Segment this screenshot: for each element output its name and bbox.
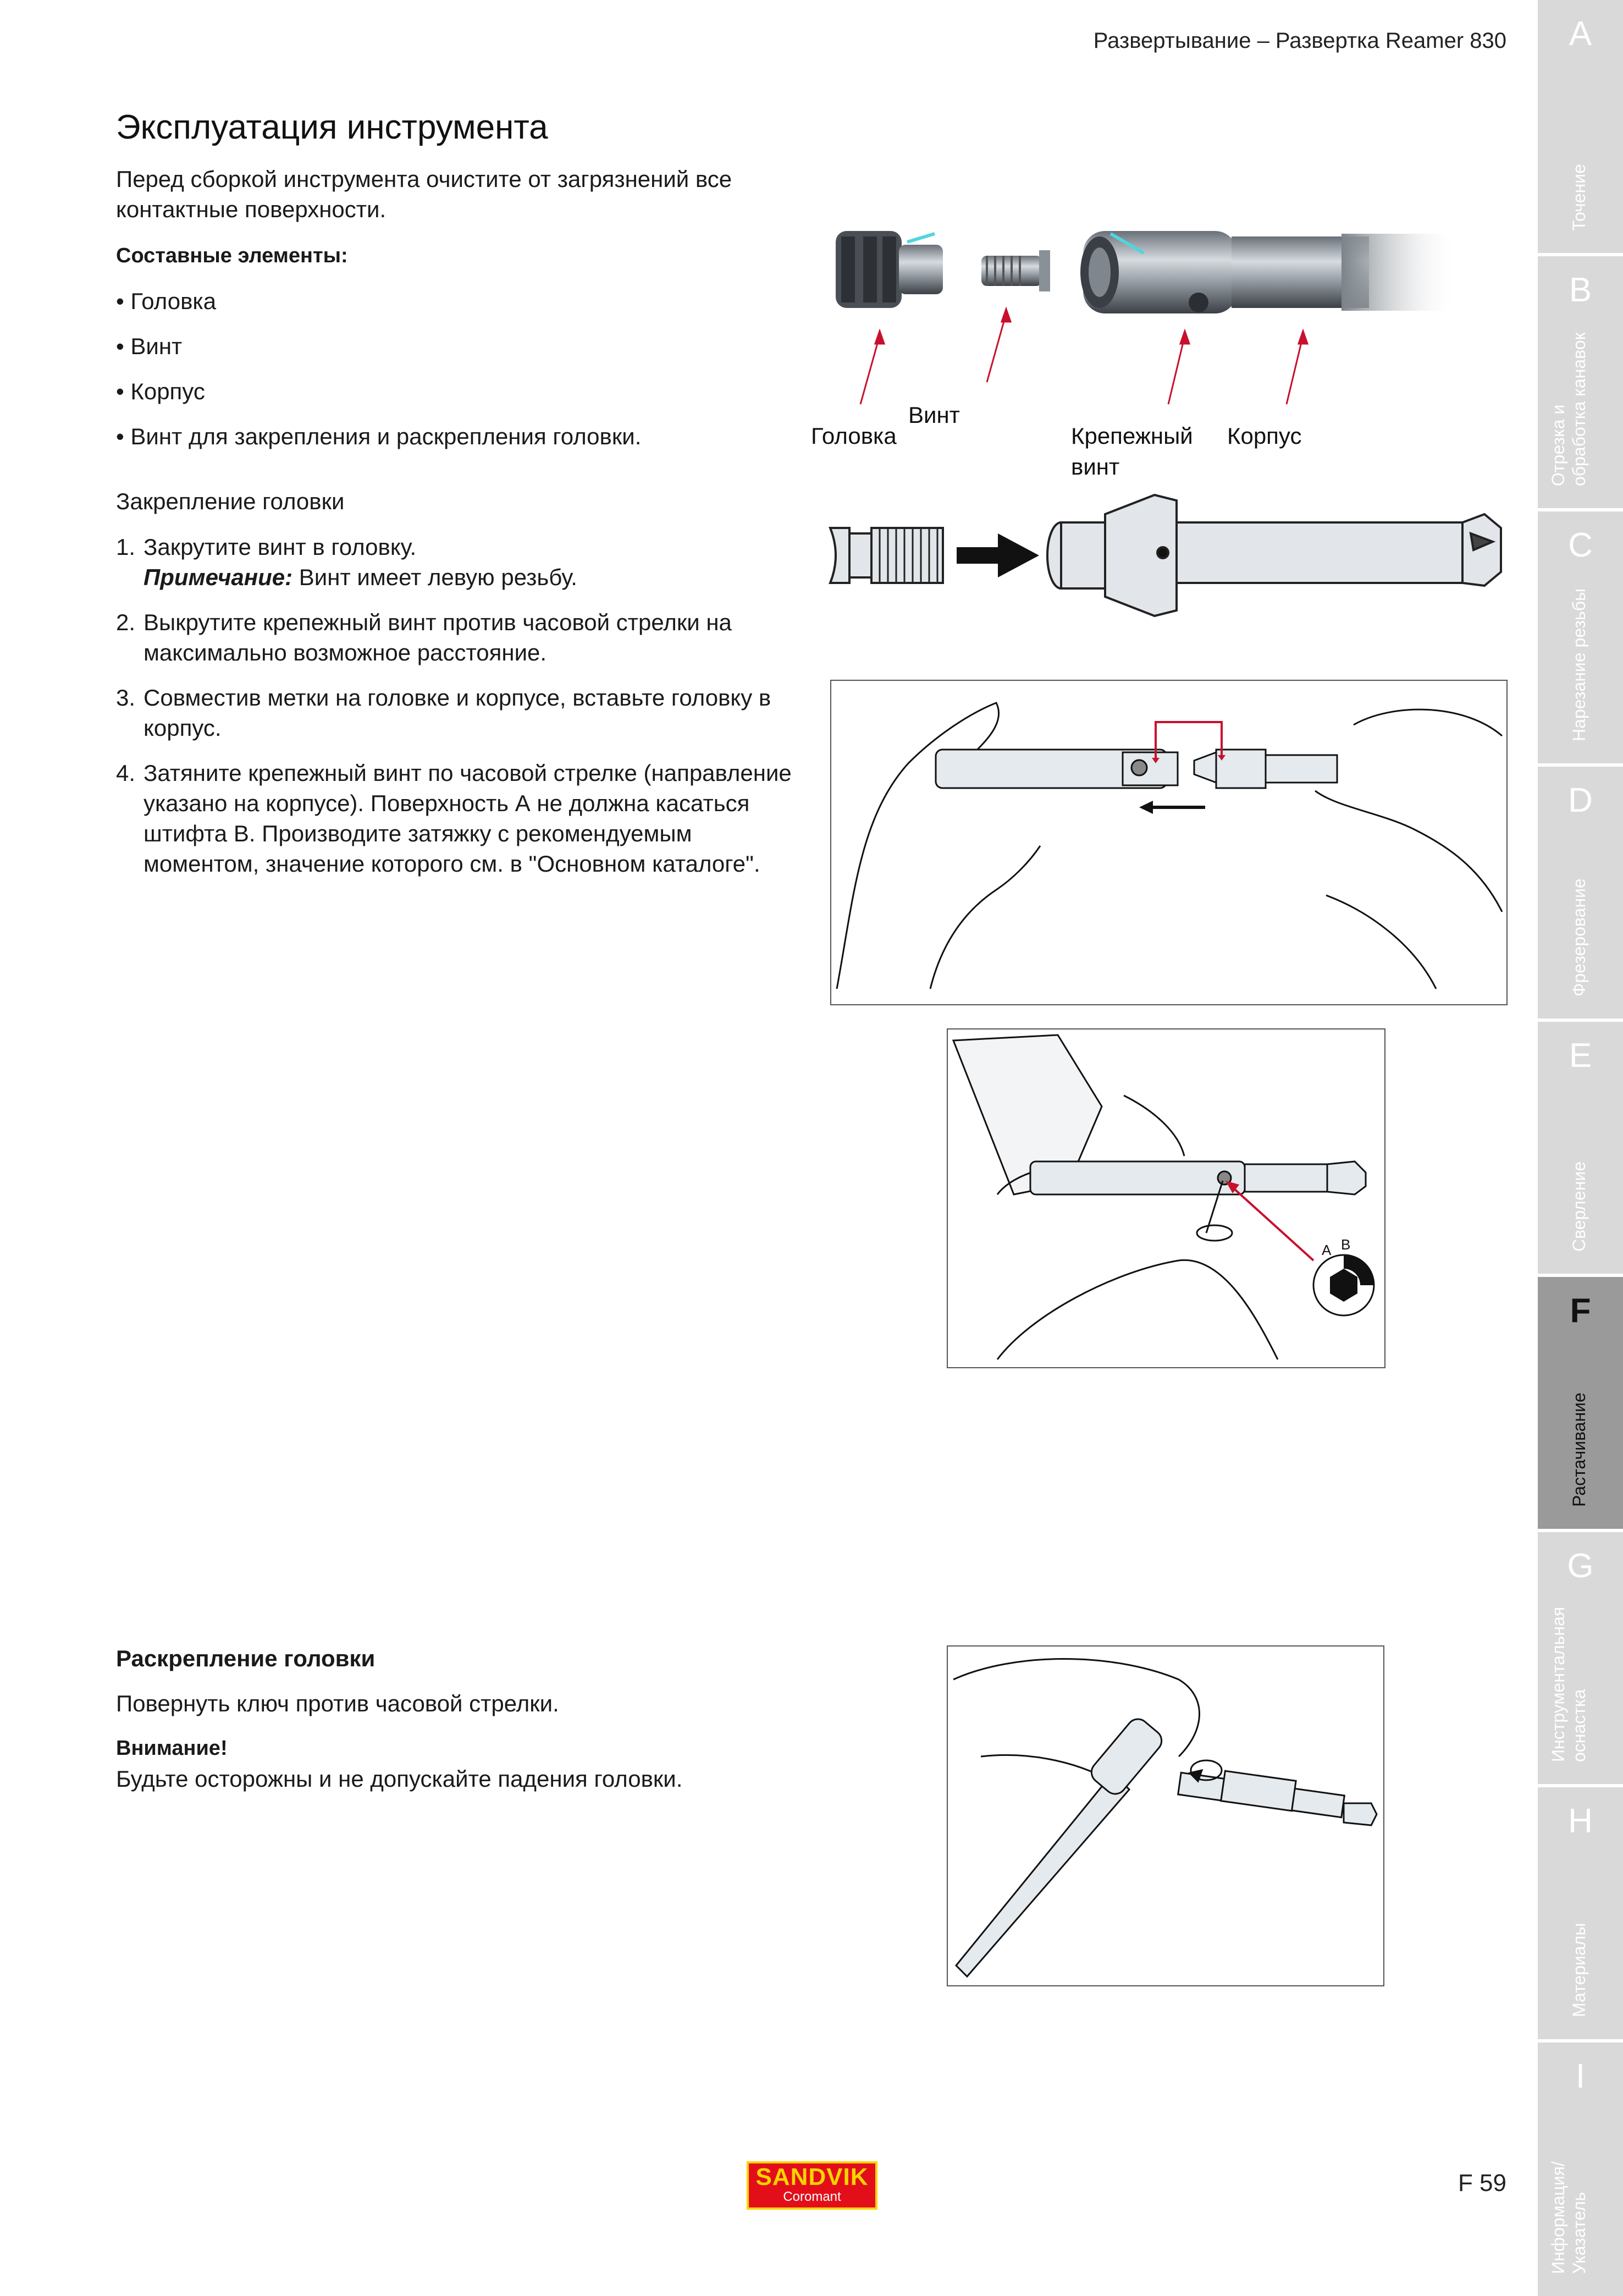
insert-head-figure [830,680,1508,1005]
components-figure [792,209,1484,495]
step-text: Совместив метки на головке и корпусе, вставьте головку в корпус. [143,685,771,741]
note-label: Примечание: [143,564,293,590]
step-number: 3. [116,685,136,711]
sidebar-tab-h[interactable] [1538,1787,1623,2042]
tab-letter: E [1569,1037,1592,1075]
tighten-screw-illustration [948,1029,1384,1367]
step-item [116,682,803,743]
reamer-head-outline [1047,495,1501,616]
components-list [116,286,809,452]
reamer-head-part [836,231,943,308]
step-number: 2. [116,609,136,635]
tab-letter: B [1569,271,1592,309]
tab-letter: A [1569,15,1592,53]
sidebar-tab-f[interactable] [1538,1277,1623,1532]
loosen-screw-figure [947,1645,1384,1986]
clamping-heading: Закрепление головки [116,488,345,514]
screw-assembly-illustration [825,489,1506,621]
pin-label-a: A [1322,1242,1332,1258]
section-sidebar [1538,0,1623,2296]
tab-letter: C [1568,526,1593,564]
callout-arrow [1225,1181,1313,1260]
sandvik-logo [747,2161,877,2210]
tab-letter: I [1575,2057,1586,2095]
intro-block [116,164,809,452]
hands-insert-illustration [831,681,1506,1004]
tool-body-outline [1030,1161,1366,1194]
step-item [116,758,803,879]
tab-letter: H [1568,1802,1593,1840]
screw-into-head-figure [825,489,1506,621]
pin-detail-icon [1313,1255,1374,1315]
warning-label: Внимание! [116,1737,228,1760]
tab-label: Нарезание резьбы [1569,588,1589,741]
tool-body-outline [936,750,1178,788]
reamer-head-outline [1194,750,1337,788]
sidebar-tab-a[interactable] [1538,0,1623,256]
tool-body-part [1080,231,1457,313]
clamping-block [116,486,803,894]
label-body: Корпус [1227,423,1302,449]
page-title: Эксплуатация инструмента [116,108,548,146]
tool-body-outline [1178,1771,1377,1825]
unclamping-text: Повернуть ключ против часовой стрелки. [116,1691,559,1716]
list-item: • Корпус [116,378,205,404]
tab-label: Фрезерование [1569,878,1589,996]
tighten-screw-figure [947,1028,1385,1368]
step-item [116,607,803,668]
tab-label: Отрезка и обработка канавок [1548,332,1589,486]
intro-text: Перед сборкой инструмента очистите от загрязнений все контактные поверхности. [116,166,732,222]
tab-letter: D [1568,781,1593,819]
label-screw: Винт [908,402,960,428]
callout-arrows [860,309,1307,404]
step-text: Закрутите винт в головку. [143,534,417,560]
tab-letter: F [1570,1292,1591,1330]
tab-label: Инструментальная оснастка [1548,1606,1589,1762]
black-arrow-icon [957,533,1039,577]
logo-sub: Coromant [783,2189,841,2204]
direction-arrow-icon [1139,801,1205,814]
label-head: Головка [811,423,897,449]
label-clamp-screw: Крепежный винт [1071,423,1193,480]
step-number: 1. [116,534,136,560]
running-header: Развертывание – Развертка Reamer 830 [1093,29,1506,53]
unclamping-heading: Раскрепление головки [116,1645,376,1671]
list-item: • Винт [116,333,183,359]
tab-label: Растачивание [1569,1392,1589,1507]
note-text: Винт имеет левую резьбу. [292,564,577,590]
unclamping-block [116,1643,803,1794]
list-item: • Винт для закрепления и раскрепления головки. [116,423,642,449]
step-text: Выкрутите крепежный винт против часовой стрелки на максимально возможное расстояние. [143,609,732,665]
wrench-handle [956,1715,1166,1976]
components-heading: Составные элементы: [116,244,348,267]
list-item: • Головка [116,288,217,314]
step-text: Затяните крепежный винт по часовой стрелке (направление указано на корпусе). Поверхность А не должна касаться штифта В. Производите затяжку с рекомендуемым моментом, значение которого см. в "Основном каталоге". [143,760,792,877]
loosen-screw-illustration [948,1647,1383,1985]
tab-label: Материалы [1569,1923,1589,2017]
tab-label: Информация/ Указатель [1548,2161,1589,2274]
step-item [116,532,803,592]
warning-text: Будьте осторожны и не допускайте падения головки. [116,1766,683,1792]
page-number: F 59 [1458,2170,1506,2196]
tab-letter: G [1567,1547,1594,1585]
pin-label-b: B [1341,1236,1351,1253]
logo-brand: SANDVIK [755,2163,869,2190]
clamping-steps [116,532,803,879]
tab-label: Точение [1569,164,1589,231]
tab-label: Сверление [1569,1161,1589,1252]
step-number: 4. [116,760,136,786]
screw-part [981,250,1050,291]
sidebar-tab-i[interactable] [1538,2042,1623,2296]
